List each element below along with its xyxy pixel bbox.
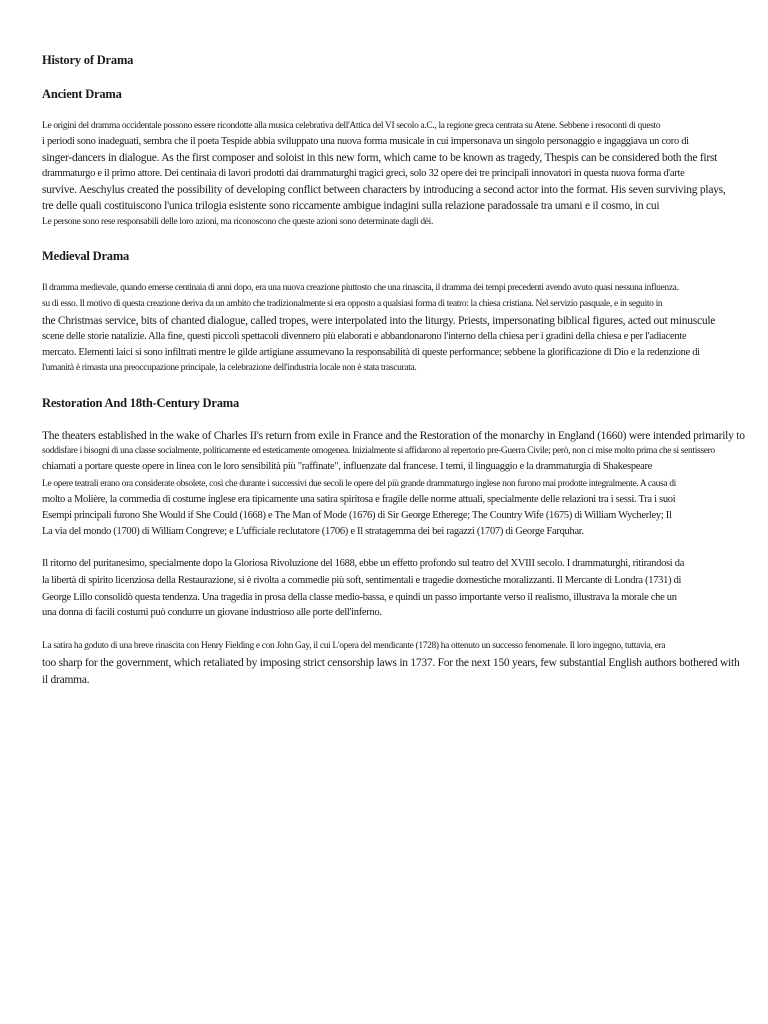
medieval-line: the Christmas service, bits of chanted dialogue, called tropes, were interpolated into the liturgy. Priests, impersonating biblical figures, acted out minuscule [42, 315, 716, 327]
restoration-line: La via del mondo (1700) di William Congreve; e L'ufficiale reclutatore (1706) e Il stratagemma dei bei ragazzi (1707) di George Farquhar. [42, 526, 584, 537]
restoration-line: La satira ha goduto di una breve rinascita con Henry Fielding e con John Gay, il cui L'opera del mendicante (1728) ha ottenuto un successo fenomenale. Il loro ingegno, tuttavia, era [42, 641, 666, 651]
section-heading-restoration-drama: Restoration And 18th-Century Drama [42, 396, 240, 410]
section-heading-ancient-drama: Ancient Drama [42, 87, 122, 101]
restoration-line: il dramma. [42, 674, 90, 686]
section-heading-medieval-drama: Medieval Drama [42, 249, 130, 263]
medieval-line: scene delle storie natalizie. Alla fine, questi piccoli spettacoli divennero più elaborati e abbandonarono l'interno della chiesa per i gradini della chiesa e per l'adiacente [42, 331, 687, 342]
restoration-line: molto a Molière, la commedia di costume inglese era tipicamente una satira spiritosa e fragile delle norme attuali, specialmente delle relazioni tra i sessi. Tra i suoi [42, 494, 676, 505]
ancient-line: Le origini del dramma occidentale possono essere ricondotte alla musica celebrativa dell'Attica del VI secolo a.C., la regione greca centrata su Atene. Sebbene i resoconti di questo [42, 121, 661, 131]
medieval-line: su di esso. Il motivo di questa creazione deriva da un ambito che tradizionalmente si era opposto a qualsiasi forma di teatro: la chiesa cristiana. Nel servizio pasquale, e in seguito in [42, 299, 663, 309]
ancient-line: i periodi sono inadeguati, sembra che il poeta Tespide abbia sviluppato una nuova forma musicale in cui impersonava un singolo personaggio e ingaggiava un coro di [42, 136, 689, 147]
ancient-line: Le persone sono rese responsabili delle loro azioni, ma riconoscono che queste azioni sono determinate dagli dèi. [42, 217, 433, 227]
ancient-line: tre delle quali costituiscono l'unica trilogia esistente sono riccamente ambigue indagini sulla relazione paradossale tra umani e il cosmo, in cui [42, 200, 660, 212]
restoration-line: Esempi principali furono She Would if She Could (1668) e The Man of Mode (1676) di Sir George Etherege; The Country Wife (1675) di William Wycherley; Il [42, 510, 672, 521]
restoration-line: The theaters established in the wake of Charles II's return from exile in France and the Restoration of the monarchy in England (1660) were intended primarily to [42, 430, 745, 442]
medieval-line: mercato. Elementi laici si sono infiltrati mentre le gilde artigiane assumevano la responsabilità di queste performance; sebbene la glorificazione di Dio e la redenzione di [42, 347, 700, 358]
restoration-line: una donna di facili costumi può condurre un giovane industrioso alle porte dell'inferno. [42, 607, 382, 618]
ancient-line: survive. Aeschylus created the possibility of developing conflict between characters by introducing a second actor into the format. His seven surviving plays, [42, 184, 726, 196]
restoration-line: too sharp for the government, which retaliated by imposing strict censorship laws in 1737. For the next 150 years, few substantial English authors bothered with [42, 657, 740, 669]
medieval-line: Il dramma medievale, quando emerse centinaia di anni dopo, era una nuova creazione piuttosto che una rinascita, il dramma dei tempi precedenti avendo avuto quasi nessuna influenza. [42, 283, 679, 293]
ancient-line: singer-dancers in dialogue. As the first composer and soloist in this new form, which came to be known as tragedy, Thespis can be considered both the first [42, 152, 718, 164]
restoration-line: George Lillo consolidò questa tendenza. Una tragedia in prosa della classe medio-bassa, e quindi un passo importante verso il realismo, illustrava la morale che un [42, 592, 677, 603]
document-title: History of Drama [42, 53, 134, 67]
restoration-line: chiamati a portare queste opere in linea con le loro sensibilità più "raffinate", influenzate dal francese. I temi, il linguaggio e la drammaturgia di Shakespeare [42, 461, 653, 472]
medieval-line: l'umanità è rimasta una preoccupazione principale, la celebrazione dell'industria locale non è stata trascurata. [42, 363, 417, 373]
restoration-line: Le opere teatrali erano ora considerate obsolete, così che durante i successivi due secoli le opere del più grande drammaturgo inglese non furono mai prodotte integralmente. A causa di [42, 479, 676, 489]
ancient-line: drammaturgo e il primo attore. Dei centinaia di lavori prodotti dai drammaturghi tragici greci, solo 32 opere dei tre principali innovatori in questa nuova forma d'arte [42, 168, 685, 179]
restoration-line: Il ritorno del puritanesimo, specialmente dopo la Gloriosa Rivoluzione del 1688, ebbe un effetto profondo sul teatro del XVIII secolo. I drammaturghi, ritirandosi da [42, 558, 685, 569]
restoration-line: soddisfare i bisogni di una classe socialmente, politicamente ed esteticamente omogenea. Inizialmente si affidarono al repertorio pre-Guerra Civile; però, non ci mise molto prima che si sentissero [42, 446, 715, 456]
restoration-line: la libertà di spirito licenziosa della Restaurazione, si è rivolta a commedie più soft, sentimentali e tragedie domestiche moralizzanti. Il Mercante di Londra (1731) di [42, 575, 682, 586]
